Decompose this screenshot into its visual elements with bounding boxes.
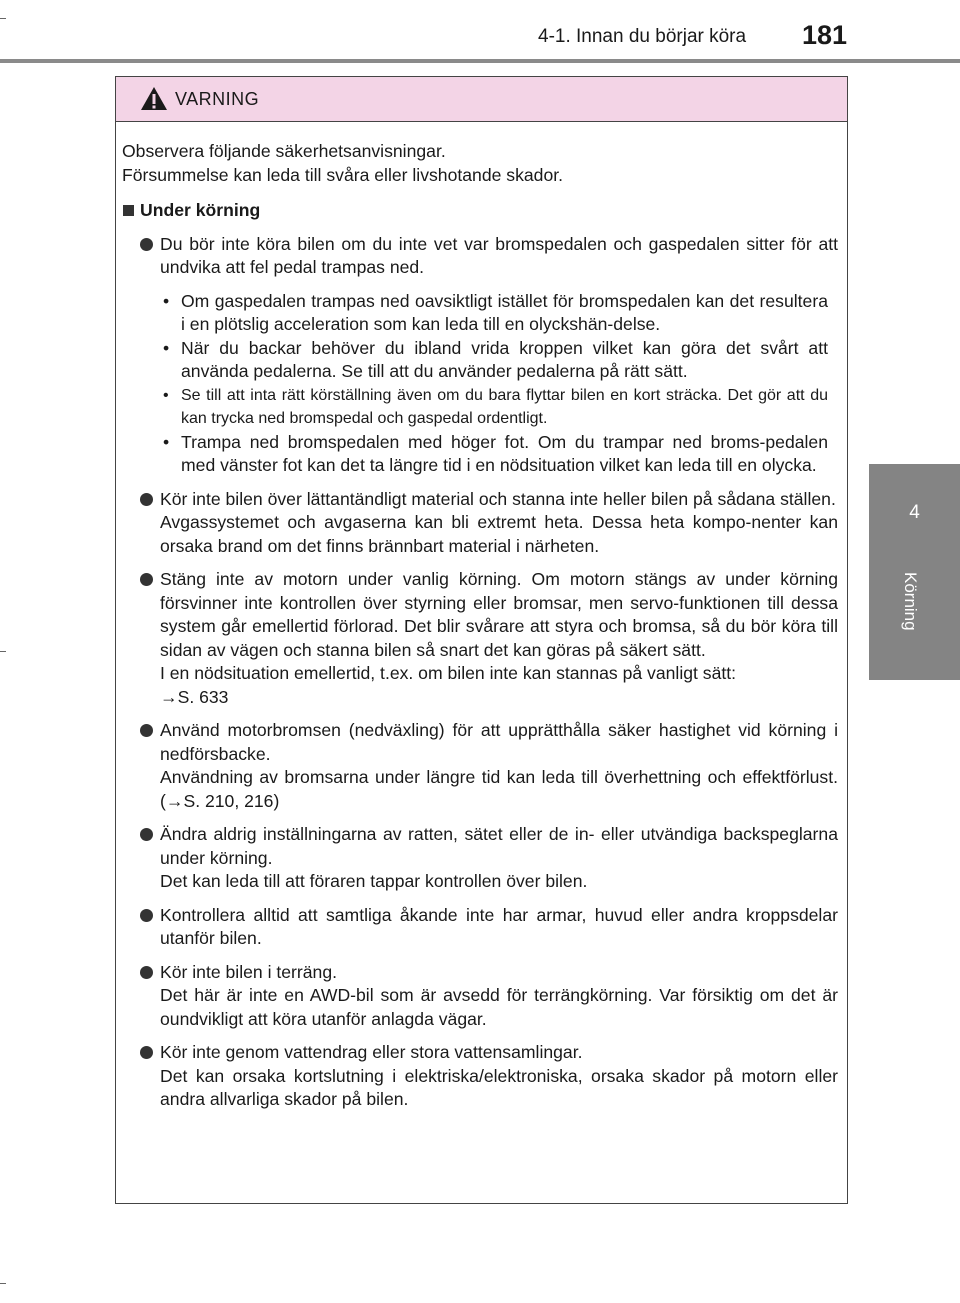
sub-item (122, 431, 838, 478)
item-text: Det kan leda till att föraren tappar kontrollen över bilen. (160, 871, 588, 891)
warning-box (115, 76, 848, 1204)
sub-item (122, 290, 838, 337)
dot-bullet-icon: • (163, 431, 170, 452)
list-item (122, 1041, 838, 1112)
intro-line: Försummelse kan leda till svåra eller livshotande skador. (122, 164, 564, 185)
item-text: Det kan orsaka kortslutning i elektriska/elektroniska, orsaka skador på motorn eller andra allvarliga skador på bilen. (160, 1065, 838, 1109)
round-bullet-icon (140, 828, 153, 841)
header-rule (0, 59, 960, 63)
warning-triangle-icon (140, 86, 168, 111)
dot-bullet-icon: • (163, 337, 170, 358)
item-text: Kontrollera alltid att samtliga åkande inte har armar, huvud eller andra kroppsdelar utanför bilen. (160, 904, 838, 948)
round-bullet-icon (140, 724, 153, 737)
section-heading-text: Under körning (140, 200, 261, 220)
item-text: Ändra aldrig inställningarna av ratten, sätet eller de in- eller utvändiga backspeglarna under körning. (160, 824, 838, 868)
page-number: 181 (802, 20, 848, 50)
warning-body (116, 122, 847, 1112)
round-bullet-icon (140, 909, 153, 922)
item-text: Det här är inte en AWD-bil som är avsedd för terrängkörning. Var försiktig om det är oundvikligt att köra utanför anlagda vägar. (160, 985, 838, 1029)
round-bullet-icon (140, 238, 153, 251)
item-text: Avgassystemet och avgaserna kan bli extremt heta. Dessa heta kompo-nenter kan orsaka brand om det finns brännbart material i närheten. (160, 512, 838, 556)
list-item (122, 961, 838, 1032)
square-bullet-icon (123, 205, 134, 216)
intro-line: Observera följande säkerhetsanvisningar. (122, 141, 446, 161)
item-text: Du bör inte köra bilen om du inte vet var bromspedalen och gaspedalen sitter för att undvika att fel pedal trampas ned. (160, 233, 838, 277)
chapter-name-text: Körning (901, 572, 920, 631)
sub-list (122, 290, 838, 478)
round-bullet-icon (140, 573, 153, 586)
item-text: I en nödsituation emellertid, t.ex. om bilen inte kan stannas på vanligt sätt: (160, 663, 737, 683)
section-title: 4-1. Innan du börjar köra (538, 26, 747, 47)
dot-bullet-icon: • (163, 386, 169, 404)
item-text: Kör inte genom vattendrag eller stora vattensamlingar. (160, 1042, 583, 1062)
round-bullet-icon (140, 493, 153, 506)
sub-item-text: Trampa ned bromspedalen med höger fot. Om du trampar ned broms-pedalen med vänster fot kan det ta längre tid i en nödsituation vilket kan leda till en olycka. (181, 431, 828, 475)
sub-item (122, 384, 838, 431)
list-item (122, 233, 838, 478)
list-item (122, 904, 838, 951)
list-item (122, 823, 838, 894)
chapter-name (892, 572, 932, 672)
sub-item (122, 337, 838, 384)
sub-item-text: Om gaspedalen trampas ned oavsiktligt istället för bromspedalen kan det resultera i en plötslig acceleration som kan leda till en olyckshän-delse. (181, 290, 828, 334)
chapter-number: 4 (909, 502, 920, 523)
warning-label: VARNING (175, 89, 260, 109)
item-text: Stäng inte av motorn under vanlig körning. Om motorn stängs av under körning försvinner inte kontrollen över styrning eller bromsar, men servo-funktionen till dessa system går emellertid förlorad. Det blir svårare att styra och bromsa, så du bör köra till sidan av vägen och stanna bilen så snart det kan göras på säkert sätt. (160, 569, 838, 660)
item-text: Använd motorbromsen (nedväxling) för att upprätthålla säker hastighet vid körning i nedförsbacke. (160, 720, 838, 764)
crop-mark (0, 1283, 6, 1284)
item-text: Kör inte bilen över lättantändligt material och stanna inte heller bilen på sådana ställen. (160, 488, 836, 509)
item-text: Användning av bromsarna under längre tid kan leda till överhettning och effektförlust. (→S. 210, 216) (160, 767, 838, 811)
item-text: Kör inte bilen i terräng. (160, 961, 338, 982)
round-bullet-icon (140, 966, 153, 979)
list-item (122, 488, 838, 559)
round-bullet-icon (140, 1046, 153, 1059)
page-reference-link[interactable]: →S. 633 (160, 686, 229, 707)
sub-item-text: När du backar behöver du ibland vrida kroppen vilket kan göra det svårt att använda pedalerna. Se till att du använder pedalerna på rätt sätt. (181, 337, 828, 381)
crop-mark (0, 18, 6, 19)
crop-mark (0, 651, 6, 652)
sub-item-text: Se till att inta rätt körställning även om du bara flyttar bilen en kort sträcka. Det gör att du kan trycka ned bromspedal och gaspedal ordentligt. (181, 386, 828, 427)
dot-bullet-icon: • (163, 290, 170, 311)
list-item (122, 568, 838, 709)
list-item (122, 719, 838, 813)
section-heading (122, 199, 838, 223)
warning-header (116, 77, 847, 122)
